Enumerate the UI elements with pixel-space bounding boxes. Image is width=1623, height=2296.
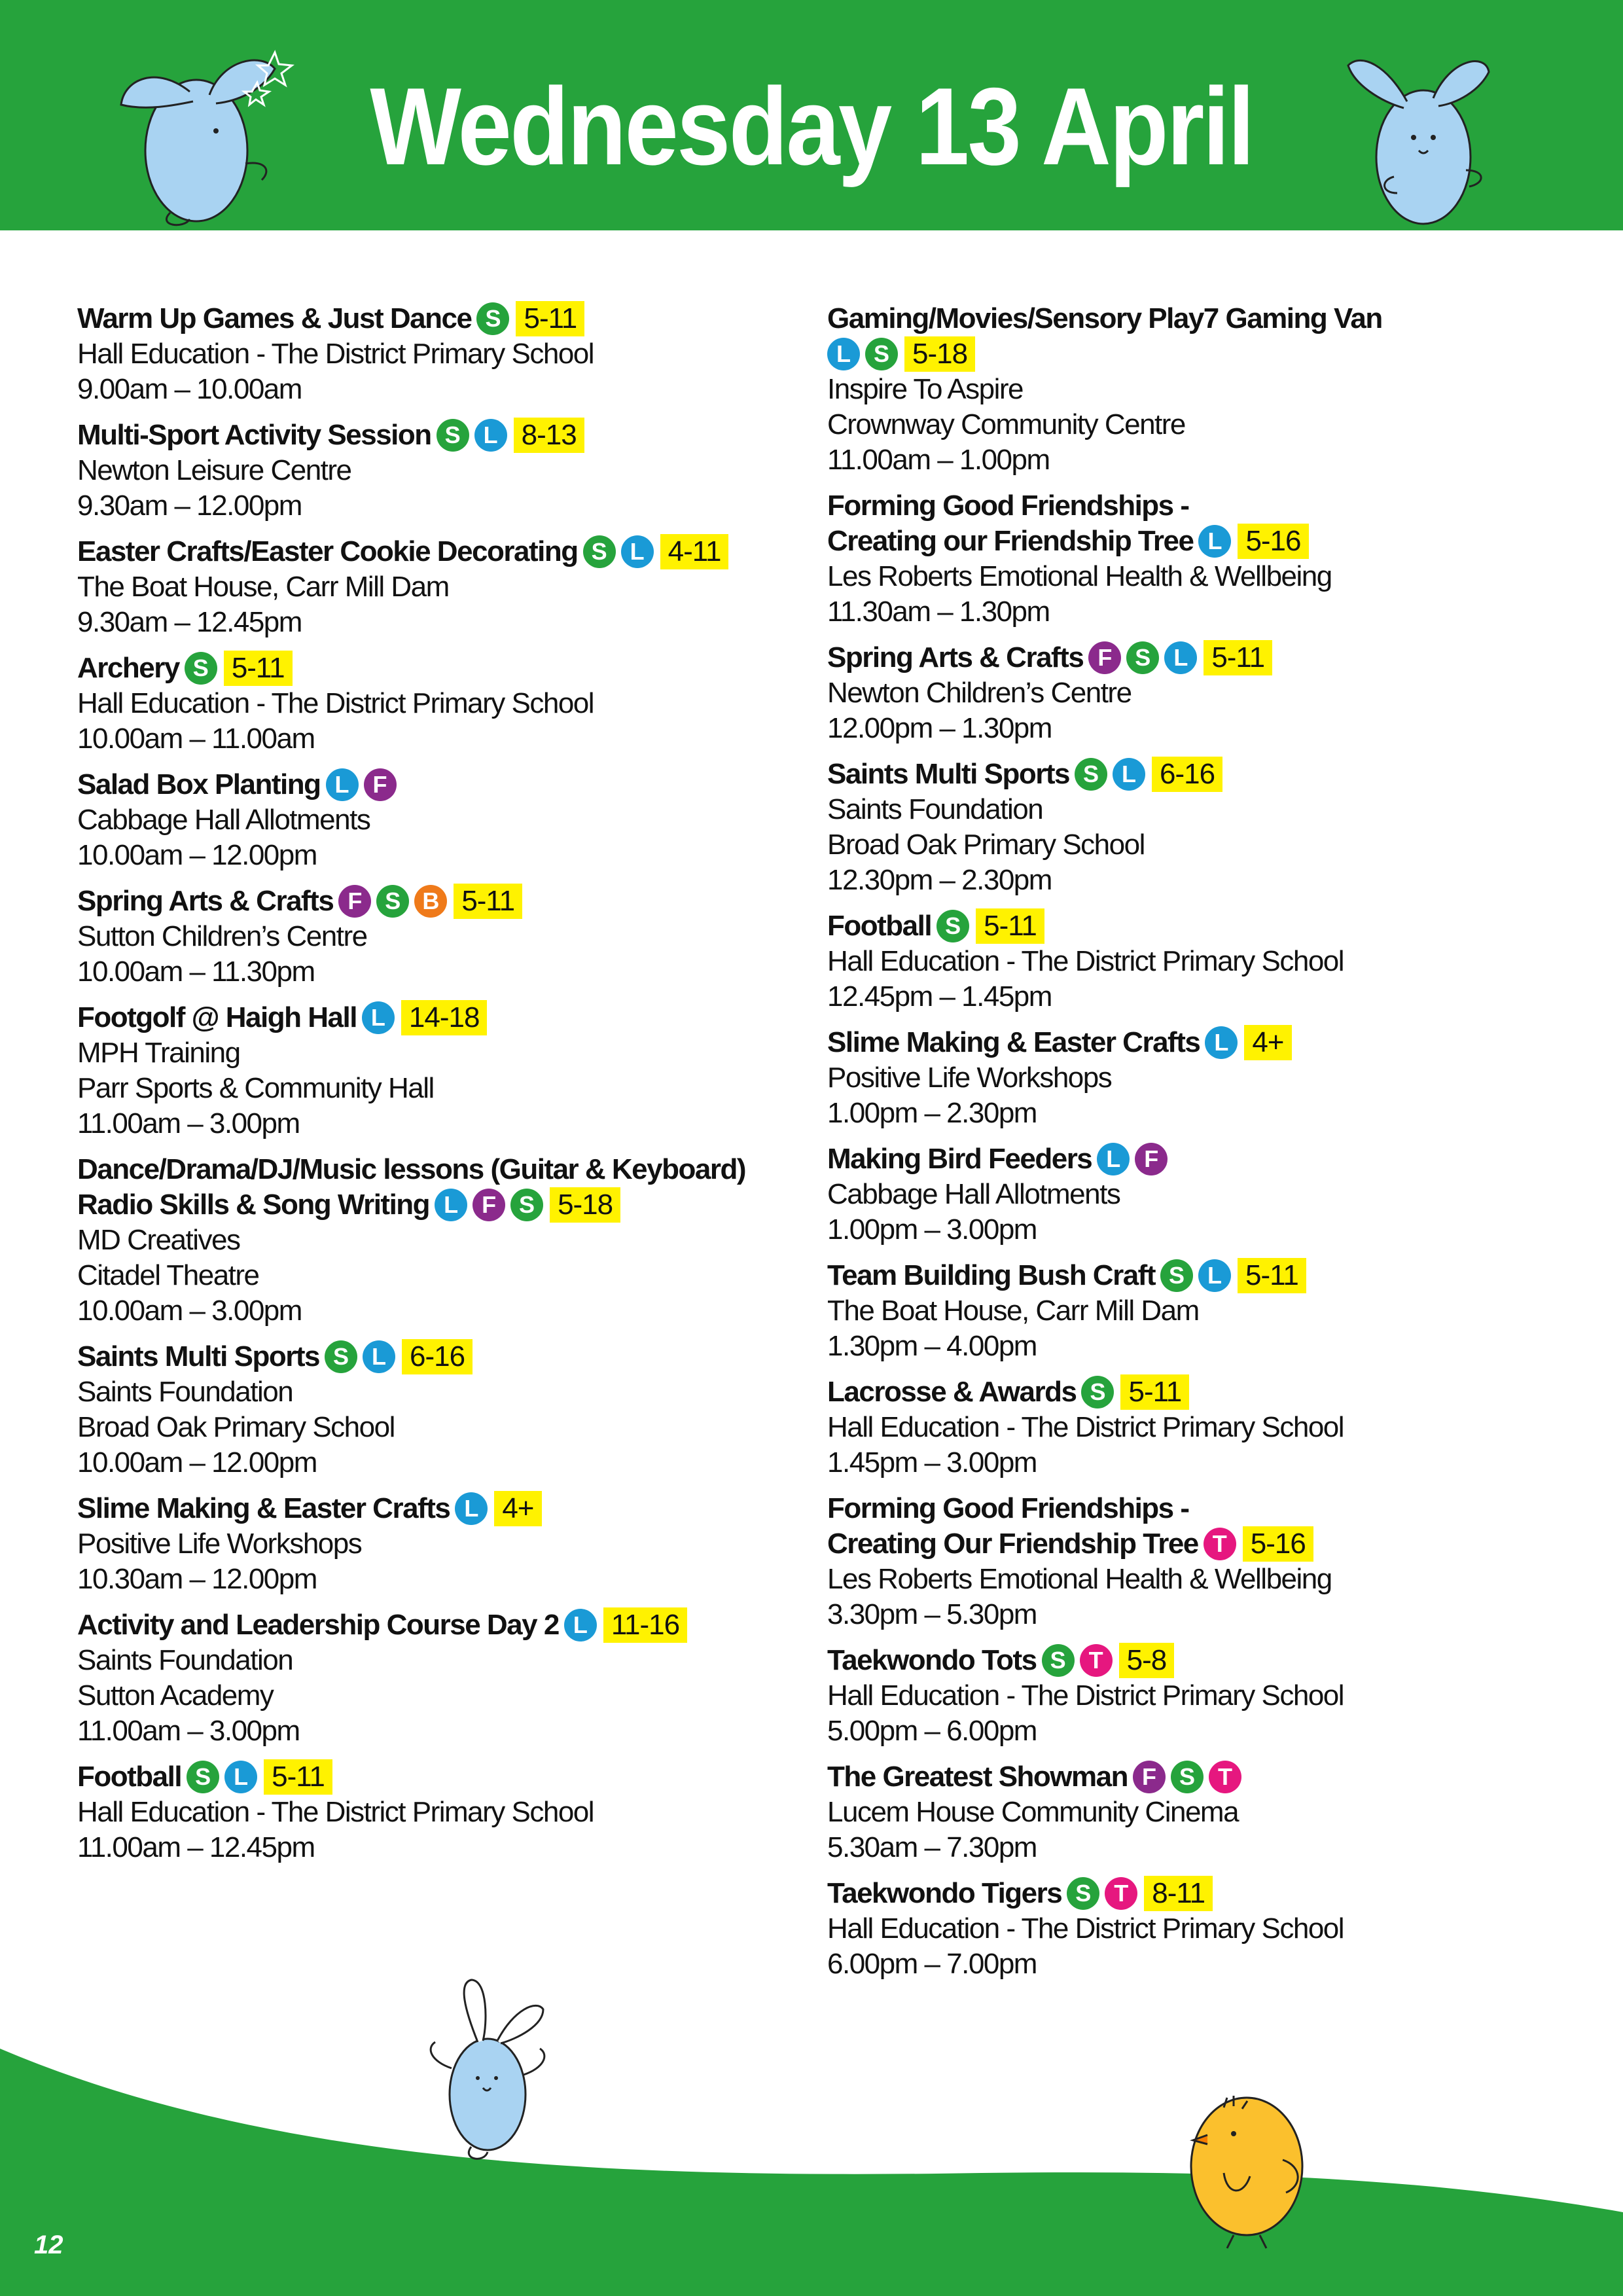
event-venue: Hall Education - The District Primary School — [827, 945, 1344, 977]
event-venue: Saints Foundation — [77, 1644, 293, 1676]
category-S-icon: S — [865, 338, 898, 370]
event-time: 10.00am – 12.00pm — [77, 1446, 317, 1479]
event-venue: Les Roberts Emotional Health & Wellbeing — [827, 1563, 1332, 1595]
category-S-icon: S — [376, 885, 409, 918]
event-item — [827, 1643, 1560, 1749]
category-T-icon: T — [1080, 1644, 1113, 1677]
event-title: Warm Up Games & Just Dance — [77, 302, 472, 334]
event-title: Archery — [77, 652, 179, 684]
footer-wave — [0, 2029, 1623, 2296]
event-title-row — [827, 1643, 1560, 1678]
category-L-icon: L — [1113, 758, 1145, 791]
event-title-row — [77, 651, 784, 686]
event-time: 11.00am – 3.00pm — [77, 1107, 300, 1139]
event-venue: The Boat House, Carr Mill Dam — [827, 1295, 1199, 1327]
event-title-row — [827, 640, 1560, 675]
event-venue: MD Creatives — [77, 1224, 240, 1256]
event-title: Slime Making & Easter Crafts — [827, 1026, 1200, 1058]
event-item — [827, 1759, 1560, 1865]
event-item — [77, 651, 784, 757]
event-title: Footgolf @ Haigh Hall — [77, 1001, 357, 1033]
category-F-icon: F — [473, 1189, 505, 1221]
event-time: 10.30am – 12.00pm — [77, 1563, 317, 1595]
event-time: 10.00am – 11.00am — [77, 723, 315, 755]
age-range-badge: 5-11 — [454, 884, 522, 919]
event-time: 11.00am – 1.00pm — [827, 444, 1050, 476]
category-S-icon: S — [187, 1761, 219, 1793]
category-S-icon: S — [1067, 1877, 1099, 1910]
event-venue: Hall Education - The District Primary School — [77, 338, 594, 370]
event-venue: Broad Oak Primary School — [77, 1411, 395, 1443]
event-title-line: Forming Good Friendships - — [827, 1492, 1189, 1524]
event-time: 5.00pm – 6.00pm — [827, 1715, 1037, 1747]
event-venue: Crownway Community Centre — [827, 408, 1185, 440]
event-venue: Hall Education - The District Primary School — [77, 1796, 594, 1828]
event-title: Taekwondo Tots — [827, 1644, 1037, 1676]
event-title-row — [827, 1526, 1560, 1562]
event-time: 1.30pm – 4.00pm — [827, 1330, 1037, 1362]
event-venue: Hall Education - The District Primary School — [827, 1912, 1344, 1945]
event-time: 11.00am – 3.00pm — [77, 1715, 300, 1747]
event-venue: Broad Oak Primary School — [827, 829, 1145, 861]
events-left-column — [77, 301, 784, 1876]
category-L-icon: L — [1198, 1259, 1231, 1292]
event-venue: Cabbage Hall Allotments — [827, 1178, 1120, 1210]
age-range-badge: 14-18 — [401, 1000, 488, 1035]
event-title-row — [827, 908, 1560, 944]
event-item — [77, 1152, 784, 1329]
category-L-icon: L — [474, 419, 507, 452]
event-item — [827, 1025, 1560, 1131]
category-L-icon: L — [1097, 1143, 1130, 1175]
event-item — [77, 1607, 784, 1749]
event-title: Creating our Friendship Tree — [827, 525, 1194, 557]
event-title-row — [827, 1759, 1560, 1795]
event-title: The Greatest Showman — [827, 1761, 1128, 1793]
category-S-icon: S — [510, 1189, 543, 1221]
age-range-badge: 5-11 — [264, 1759, 332, 1795]
event-time: 1.00pm – 3.00pm — [827, 1213, 1037, 1246]
event-venue: Saints Foundation — [77, 1376, 293, 1408]
event-title: Lacrosse & Awards — [827, 1376, 1077, 1408]
age-range-badge: 8-13 — [514, 418, 584, 453]
event-item — [827, 1374, 1560, 1480]
age-range-badge: 5-8 — [1119, 1643, 1175, 1678]
event-venue: Parr Sports & Community Hall — [77, 1072, 434, 1104]
category-F-icon: F — [364, 768, 397, 801]
event-title-row — [827, 757, 1560, 792]
bunny-illustration-left — [111, 39, 308, 236]
age-range-badge: 5-11 — [224, 651, 293, 686]
event-time: 10.00am – 3.00pm — [77, 1295, 302, 1327]
age-range-badge: 8-11 — [1144, 1876, 1213, 1911]
event-item — [827, 1258, 1560, 1364]
age-range-badge: 4+ — [494, 1491, 541, 1526]
event-item — [77, 1339, 784, 1480]
age-range-badge: 4+ — [1244, 1025, 1291, 1060]
event-item — [77, 1759, 784, 1865]
event-venue: Hall Education - The District Primary School — [77, 687, 594, 719]
category-L-icon: L — [326, 768, 359, 801]
event-title-row — [77, 1187, 784, 1223]
event-title: Team Building Bush Craft — [827, 1259, 1155, 1291]
category-L-icon: L — [435, 1189, 467, 1221]
event-venue: Inspire To Aspire — [827, 373, 1023, 405]
category-S-icon: S — [583, 535, 616, 568]
bunny-illustration-bottom — [406, 1970, 569, 2166]
category-S-icon: S — [1171, 1761, 1204, 1793]
age-range-badge: 5-11 — [516, 301, 584, 336]
category-F-icon: F — [1088, 641, 1121, 674]
event-title: Spring Arts & Crafts — [827, 641, 1084, 673]
event-item — [827, 908, 1560, 1014]
event-title: Slime Making & Easter Crafts — [77, 1492, 450, 1524]
category-F-icon: F — [1135, 1143, 1168, 1175]
category-S-icon: S — [1160, 1259, 1193, 1292]
category-L-icon: L — [1205, 1026, 1238, 1059]
event-venue: Cabbage Hall Allotments — [77, 804, 370, 836]
event-title: Football — [827, 910, 932, 942]
category-L-icon: L — [363, 1340, 395, 1373]
event-time: 12.30pm – 2.30pm — [827, 864, 1052, 896]
event-title-row — [77, 1339, 784, 1374]
event-item — [77, 418, 784, 524]
event-time: 9.30am – 12.00pm — [77, 490, 302, 522]
event-venue: Newton Leisure Centre — [77, 454, 351, 486]
event-venue: Hall Education - The District Primary School — [827, 1411, 1344, 1443]
age-range-badge: 5-11 — [976, 908, 1044, 944]
event-time: 1.45pm – 3.00pm — [827, 1446, 1037, 1479]
category-T-icon: T — [1204, 1528, 1236, 1560]
event-item — [827, 1876, 1560, 1982]
event-title: Making Bird Feeders — [827, 1143, 1092, 1175]
event-venue: Sutton Children’s Centre — [77, 920, 367, 952]
category-L-icon: L — [564, 1609, 597, 1641]
category-L-icon: L — [362, 1001, 395, 1034]
event-venue: Newton Children’s Centre — [827, 677, 1132, 709]
event-venue: Positive Life Workshops — [827, 1062, 1112, 1094]
event-time: 9.30am – 12.45pm — [77, 606, 302, 638]
event-title-row — [827, 1374, 1560, 1410]
event-time: 9.00am – 10.00am — [77, 373, 302, 405]
event-item — [77, 1000, 784, 1141]
event-title-line: Dance/Drama/DJ/Music lessons (Guitar & Keyboard) — [77, 1153, 745, 1185]
age-range-badge: 5-11 — [1238, 1258, 1306, 1293]
event-title: Activity and Leadership Course Day 2 — [77, 1609, 559, 1641]
category-B-icon: B — [414, 885, 447, 918]
event-title: Spring Arts & Crafts — [77, 885, 334, 917]
event-title-line: Forming Good Friendships - — [827, 490, 1189, 522]
age-range-badge: 5-18 — [550, 1187, 620, 1223]
category-F-icon: F — [338, 885, 371, 918]
category-S-icon: S — [325, 1340, 357, 1373]
event-title-row — [827, 1025, 1560, 1060]
age-range-badge: 5-18 — [904, 336, 975, 372]
event-time: 5.30am – 7.30pm — [827, 1831, 1037, 1863]
event-title-row — [827, 336, 1560, 372]
event-title-row — [77, 1000, 784, 1035]
age-range-badge: 11-16 — [603, 1607, 687, 1643]
age-range-badge: 6-16 — [1152, 757, 1222, 792]
category-S-icon: S — [936, 910, 969, 942]
events-right-column — [827, 301, 1560, 1992]
event-item — [827, 757, 1560, 898]
event-title-row — [827, 1876, 1560, 1911]
category-S-icon: S — [476, 302, 509, 335]
header-banner — [0, 0, 1623, 230]
event-venue: Saints Foundation — [827, 793, 1043, 825]
event-title-row — [77, 767, 784, 802]
event-title: Creating Our Friendship Tree — [827, 1528, 1198, 1560]
event-time: 6.00pm – 7.00pm — [827, 1948, 1037, 1980]
event-item — [827, 1141, 1560, 1247]
event-title-row — [77, 301, 784, 336]
category-T-icon: T — [1105, 1877, 1137, 1910]
category-L-icon: L — [224, 1761, 257, 1793]
category-S-icon: S — [185, 652, 217, 685]
event-venue: Lucem House Community Cinema — [827, 1796, 1239, 1828]
category-L-icon: L — [827, 338, 860, 370]
event-title: Football — [77, 1761, 182, 1793]
bunny-illustration-right — [1335, 46, 1505, 236]
event-title-row — [77, 1607, 784, 1643]
event-item — [827, 488, 1560, 630]
category-L-icon: L — [1164, 641, 1197, 674]
event-venue: Hall Education - The District Primary School — [827, 1679, 1344, 1712]
event-item — [77, 301, 784, 407]
category-L-icon: L — [1198, 525, 1231, 558]
event-title: Salad Box Planting — [77, 768, 321, 800]
event-title: Saints Multi Sports — [77, 1340, 319, 1372]
event-title-row — [77, 1491, 784, 1526]
event-title-row — [77, 534, 784, 569]
event-venue: Positive Life Workshops — [77, 1528, 362, 1560]
chick-illustration — [1171, 2088, 1322, 2251]
event-venue: Citadel Theatre — [77, 1259, 259, 1291]
age-range-badge: 5-11 — [1204, 640, 1272, 675]
event-title-line: Gaming/Movies/Sensory Play7 Gaming Van — [827, 302, 1382, 334]
category-T-icon: T — [1209, 1761, 1241, 1793]
category-S-icon: S — [437, 419, 469, 452]
event-title-row — [77, 1759, 784, 1795]
event-title-row — [77, 418, 784, 453]
event-venue: Les Roberts Emotional Health & Wellbeing — [827, 560, 1332, 592]
event-time: 12.45pm – 1.45pm — [827, 980, 1052, 1013]
event-time: 10.00am – 12.00pm — [77, 839, 317, 871]
event-title: Saints Multi Sports — [827, 758, 1069, 790]
category-L-icon: L — [455, 1492, 488, 1525]
event-venue: Sutton Academy — [77, 1679, 274, 1712]
event-venue: MPH Training — [77, 1037, 240, 1069]
category-S-icon: S — [1075, 758, 1107, 791]
age-range-badge: 5-16 — [1238, 524, 1308, 559]
page-title: Wednesday 13 April — [370, 65, 1253, 188]
event-time: 12.00pm – 1.30pm — [827, 712, 1052, 744]
event-time: 10.00am – 11.30pm — [77, 956, 315, 988]
category-L-icon: L — [621, 535, 654, 568]
event-title: Multi-Sport Activity Session — [77, 419, 431, 451]
event-item — [77, 534, 784, 640]
event-time: 11.30am – 1.30pm — [827, 596, 1050, 628]
category-S-icon: S — [1126, 641, 1159, 674]
event-time: 3.30pm – 5.30pm — [827, 1598, 1037, 1630]
event-item — [827, 301, 1560, 478]
category-F-icon: F — [1133, 1761, 1166, 1793]
event-title-row — [827, 1258, 1560, 1293]
event-item — [827, 640, 1560, 746]
event-item — [827, 1491, 1560, 1632]
event-title-row — [827, 524, 1560, 559]
event-title: Easter Crafts/Easter Cookie Decorating — [77, 535, 578, 567]
age-range-badge: 4-11 — [660, 534, 729, 569]
event-title: Radio Skills & Song Writing — [77, 1189, 430, 1221]
age-range-badge: 5-16 — [1243, 1526, 1313, 1562]
event-title-row — [77, 884, 784, 919]
event-time: 1.00pm – 2.30pm — [827, 1097, 1037, 1129]
event-venue: The Boat House, Carr Mill Dam — [77, 571, 449, 603]
age-range-badge: 5-11 — [1120, 1374, 1189, 1410]
age-range-badge: 6-16 — [402, 1339, 473, 1374]
category-S-icon: S — [1042, 1644, 1075, 1677]
event-item — [77, 767, 784, 873]
page-number: 12 — [34, 2231, 63, 2259]
category-S-icon: S — [1081, 1376, 1114, 1408]
event-time: 11.00am – 12.45pm — [77, 1831, 315, 1863]
event-item — [77, 1491, 784, 1597]
event-item — [77, 884, 784, 990]
event-title-row — [827, 1141, 1560, 1177]
event-title: Taekwondo Tigers — [827, 1877, 1062, 1909]
